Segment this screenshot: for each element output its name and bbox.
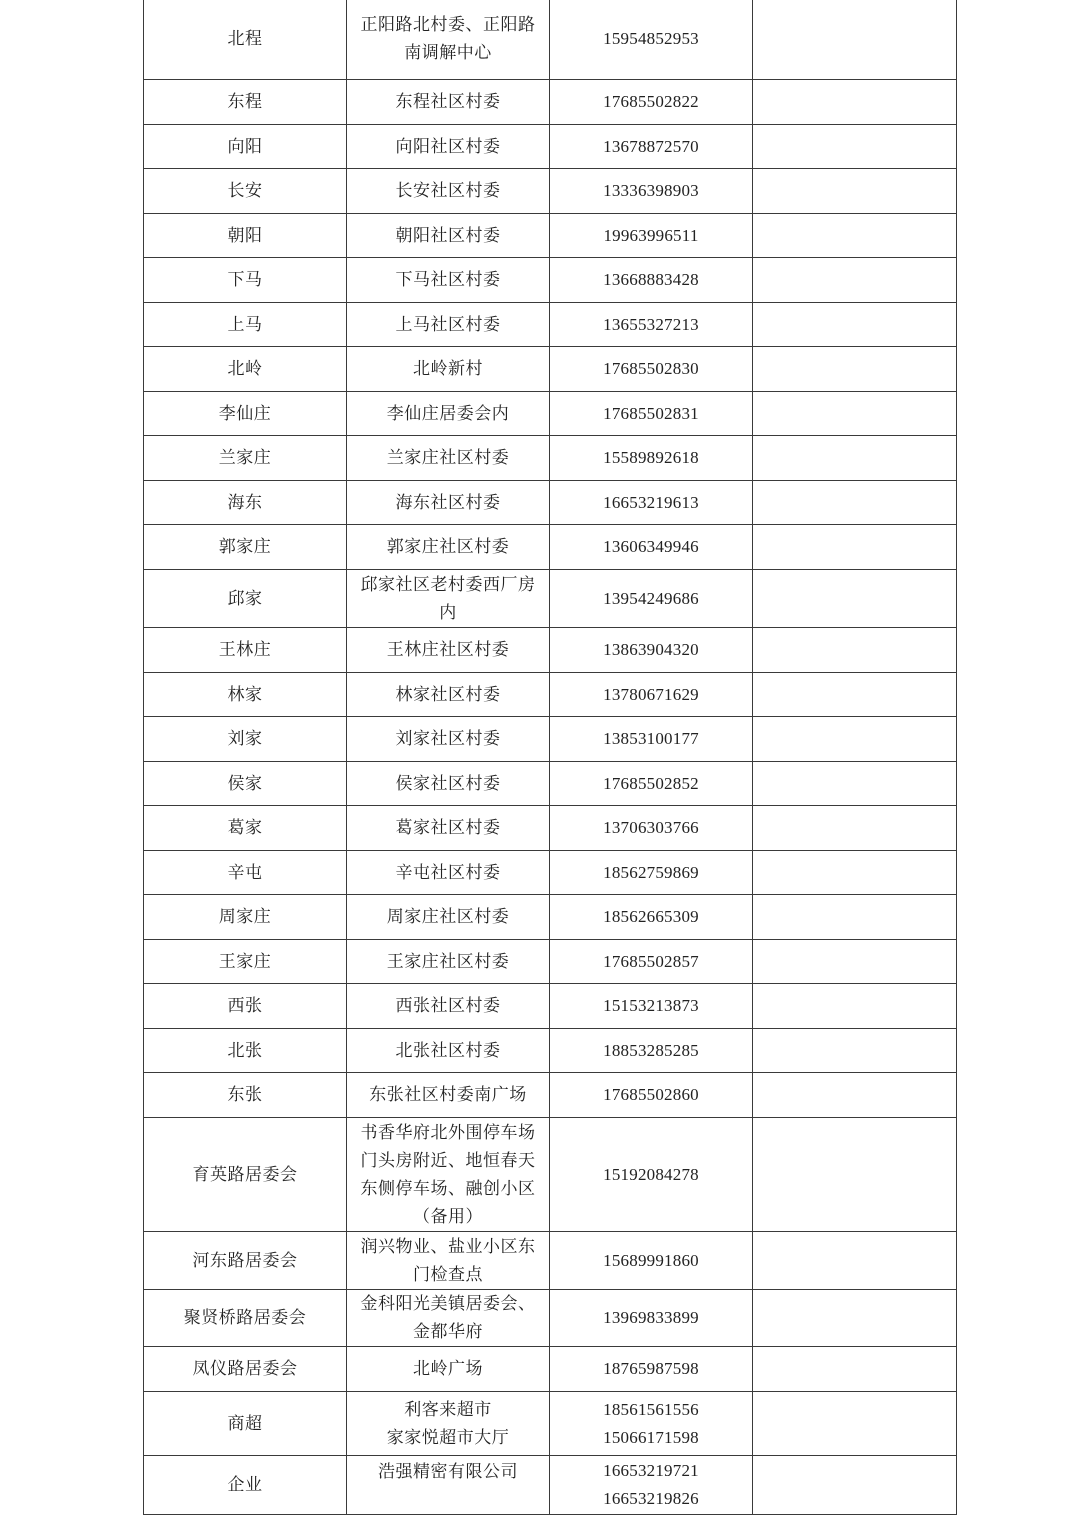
- phone-line: 18561561556: [603, 1399, 699, 1419]
- cell-phone: 15153213873: [550, 984, 753, 1029]
- cell-note: [753, 481, 957, 525]
- cell-location: 王林庄社区村委: [347, 628, 550, 673]
- cell-phone: 17685502822: [550, 80, 753, 125]
- cell-name: 李仙庄: [144, 392, 347, 436]
- cell-phone: 15192084278: [550, 1118, 753, 1232]
- table-row: [144, 125, 957, 169]
- cell-phone: 13678872570: [550, 125, 753, 169]
- cell-note: [753, 673, 957, 717]
- cell-phone: 17685502857: [550, 940, 753, 984]
- table-row: [144, 762, 957, 806]
- cell-name: 上马: [144, 303, 347, 347]
- cell-phone: 17685502852: [550, 762, 753, 806]
- cell-name: 郭家庄: [144, 525, 347, 570]
- location-line: 浩强精密有限公司: [378, 1462, 518, 1482]
- cell-name: 聚贤桥路居委会: [144, 1290, 347, 1347]
- cell-name: 葛家: [144, 806, 347, 851]
- table-row: [144, 673, 957, 717]
- cell-name: 凤仪路居委会: [144, 1347, 347, 1392]
- cell-name: 育英路居委会: [144, 1118, 347, 1232]
- cell-phone: 13668883428: [550, 258, 753, 303]
- contact-table: [143, 0, 957, 1515]
- cell-phone: 17685502830: [550, 347, 753, 392]
- cell-location: 侯家社区村委: [347, 762, 550, 806]
- cell-phone: 13969833899: [550, 1290, 753, 1347]
- phone-line: 15066171598: [603, 1427, 699, 1447]
- cell-location: 辛屯社区村委: [347, 851, 550, 895]
- cell-note: [753, 1290, 957, 1347]
- cell-name: 东张: [144, 1073, 347, 1118]
- cell-name: 邱家: [144, 570, 347, 628]
- cell-name: 侯家: [144, 762, 347, 806]
- cell-note: [753, 80, 957, 125]
- cell-note: [753, 392, 957, 436]
- table-row: [144, 1347, 957, 1392]
- cell-note: [753, 1392, 957, 1456]
- cell-note: [753, 570, 957, 628]
- cell-note: [753, 851, 957, 895]
- table-body: [144, 0, 957, 1515]
- cell-name: 北程: [144, 0, 347, 80]
- cell-location: 刘家社区村委: [347, 717, 550, 762]
- table-row: [144, 717, 957, 762]
- cell-location: 东张社区村委南广场: [347, 1073, 550, 1118]
- cell-phone: 13706303766: [550, 806, 753, 851]
- cell-location: 王家庄社区村委: [347, 940, 550, 984]
- cell-location: 葛家社区村委: [347, 806, 550, 851]
- cell-note: [753, 125, 957, 169]
- cell-location: 李仙庄居委会内: [347, 392, 550, 436]
- cell-note: [753, 940, 957, 984]
- cell-location: [347, 1392, 550, 1456]
- cell-name: 海东: [144, 481, 347, 525]
- cell-name: 东程: [144, 80, 347, 125]
- table-row: [144, 940, 957, 984]
- cell-note: [753, 717, 957, 762]
- table-row: [144, 1456, 957, 1515]
- table-row: [144, 984, 957, 1029]
- table-row: [144, 0, 957, 80]
- cell-location: 上马社区村委: [347, 303, 550, 347]
- table-row: [144, 1232, 957, 1290]
- cell-note: [753, 762, 957, 806]
- cell-note: [753, 806, 957, 851]
- cell-note: [753, 258, 957, 303]
- cell-note: [753, 436, 957, 481]
- cell-location: 兰家庄社区村委: [347, 436, 550, 481]
- cell-note: [753, 628, 957, 673]
- cell-note: [753, 895, 957, 940]
- cell-name: 王家庄: [144, 940, 347, 984]
- cell-phone: 18765987598: [550, 1347, 753, 1392]
- cell-note: [753, 303, 957, 347]
- cell-phone: [550, 1392, 753, 1456]
- table-row: [144, 214, 957, 258]
- cell-phone: 13780671629: [550, 673, 753, 717]
- cell-location: 邱家社区老村委西厂房内: [347, 570, 550, 628]
- cell-phone: 13655327213: [550, 303, 753, 347]
- cell-name: 朝阳: [144, 214, 347, 258]
- cell-location: 书香华府北外围停车场门头房附近、地恒春天东侧停车场、融创小区（备用）: [347, 1118, 550, 1232]
- table-row: [144, 1392, 957, 1456]
- cell-phone: [550, 1456, 753, 1515]
- table-row: [144, 895, 957, 940]
- cell-name: 河东路居委会: [144, 1232, 347, 1290]
- table-row: [144, 392, 957, 436]
- phone-line: 16653219721: [603, 1461, 699, 1480]
- cell-location: 长安社区村委: [347, 169, 550, 214]
- phone-line: 16653219826: [603, 1489, 699, 1508]
- cell-phone: 13954249686: [550, 570, 753, 628]
- cell-name: 向阳: [144, 125, 347, 169]
- cell-location: 朝阳社区村委: [347, 214, 550, 258]
- table-row: [144, 1073, 957, 1118]
- cell-note: [753, 1118, 957, 1232]
- cell-phone: 13863904320: [550, 628, 753, 673]
- cell-name: 企业: [144, 1456, 347, 1515]
- cell-name: 刘家: [144, 717, 347, 762]
- table-row: [144, 806, 957, 851]
- cell-phone: 17685502831: [550, 392, 753, 436]
- table-row: [144, 628, 957, 673]
- cell-location: 金科阳光美镇居委会、金都华府: [347, 1290, 550, 1347]
- cell-name: 长安: [144, 169, 347, 214]
- cell-location: 郭家庄社区村委: [347, 525, 550, 570]
- cell-note: [753, 1073, 957, 1118]
- cell-phone: 18562665309: [550, 895, 753, 940]
- cell-name: 北岭: [144, 347, 347, 392]
- cell-location: 海东社区村委: [347, 481, 550, 525]
- cell-location: 北张社区村委: [347, 1029, 550, 1073]
- cell-name: 下马: [144, 258, 347, 303]
- table-row: [144, 851, 957, 895]
- table-row: [144, 1118, 957, 1232]
- table-row: [144, 481, 957, 525]
- cell-note: [753, 0, 957, 80]
- cell-note: [753, 1347, 957, 1392]
- cell-name: 西张: [144, 984, 347, 1029]
- cell-phone: 19963996511: [550, 214, 753, 258]
- cell-name: 周家庄: [144, 895, 347, 940]
- cell-phone: 13853100177: [550, 717, 753, 762]
- cell-name: 王林庄: [144, 628, 347, 673]
- table-row: [144, 347, 957, 392]
- cell-phone: 16653219613: [550, 481, 753, 525]
- cell-name: 北张: [144, 1029, 347, 1073]
- location-line: 家家悦超市大厅: [386, 1427, 510, 1448]
- cell-name: 商超: [144, 1392, 347, 1456]
- cell-note: [753, 1029, 957, 1073]
- table-row: [144, 80, 957, 125]
- cell-note: [753, 525, 957, 570]
- cell-note: [753, 214, 957, 258]
- cell-phone: 17685502860: [550, 1073, 753, 1118]
- table-row: [144, 436, 957, 481]
- cell-phone: 15954852953: [550, 0, 753, 80]
- cell-location: [347, 1456, 550, 1515]
- cell-location: 东程社区村委: [347, 80, 550, 125]
- cell-name: 辛屯: [144, 851, 347, 895]
- cell-phone: 13336398903: [550, 169, 753, 214]
- cell-phone: 15689991860: [550, 1232, 753, 1290]
- cell-name: 林家: [144, 673, 347, 717]
- cell-location: 下马社区村委: [347, 258, 550, 303]
- cell-phone: 18562759869: [550, 851, 753, 895]
- cell-location: 北岭广场: [347, 1347, 550, 1392]
- table-row: [144, 169, 957, 214]
- cell-location: 向阳社区村委: [347, 125, 550, 169]
- cell-location: 北岭新村: [347, 347, 550, 392]
- cell-location: 正阳路北村委、正阳路南调解中心: [347, 0, 550, 80]
- location-line: 利客来超市: [404, 1399, 492, 1420]
- cell-note: [753, 1456, 957, 1515]
- table-row: [144, 1290, 957, 1347]
- cell-location: 润兴物业、盐业小区东门检查点: [347, 1232, 550, 1290]
- table-row: [144, 525, 957, 570]
- cell-phone: 18853285285: [550, 1029, 753, 1073]
- cell-location: 西张社区村委: [347, 984, 550, 1029]
- table-row: [144, 1029, 957, 1073]
- cell-location: 林家社区村委: [347, 673, 550, 717]
- cell-note: [753, 1232, 957, 1290]
- cell-location: 周家庄社区村委: [347, 895, 550, 940]
- cell-phone: 15589892618: [550, 436, 753, 481]
- table-row: [144, 258, 957, 303]
- cell-note: [753, 347, 957, 392]
- cell-note: [753, 169, 957, 214]
- cell-name: 兰家庄: [144, 436, 347, 481]
- cell-note: [753, 984, 957, 1029]
- table-row: [144, 303, 957, 347]
- table-row: [144, 570, 957, 628]
- cell-phone: 13606349946: [550, 525, 753, 570]
